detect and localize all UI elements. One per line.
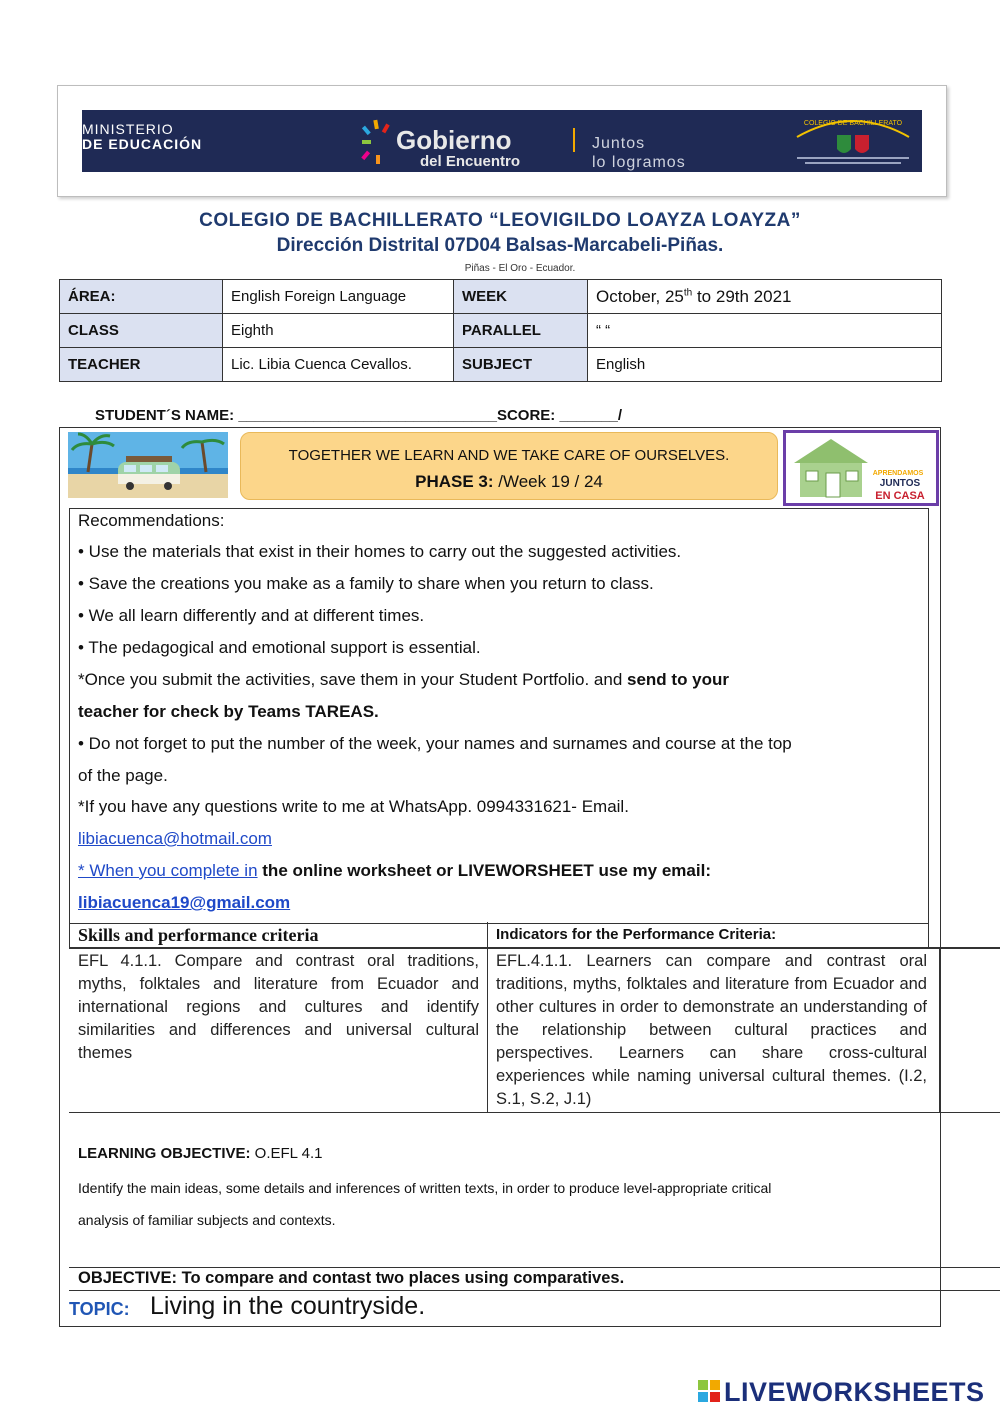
skills-text: EFL 4.1.1. Compare and contrast oral traditions, myths, folktales and literature from Ecuador and international regions and cultures and identify similarities and differences and universal cultural themes (78, 952, 479, 1062)
learning-objective-text: Identify the main ideas, some details and inferences of written texts, in order to produce level-appropriate critical (78, 1180, 772, 1196)
student-name-score-line: STUDENT´S NAME: _______________________________SCORE: _______/ (95, 407, 623, 424)
criteria-rule (69, 947, 1000, 949)
svg-text:EN CASA: EN CASA (875, 490, 925, 502)
criteria-divider (487, 922, 488, 1112)
indicators-text: EFL.4.1.1. Learners can compare and contrast oral traditions, myths, folktales and literature from Ecuador and other cultures in order to demonstrate an understanding of the relationship between cultural practices and perspectives. Learners can share cross-cultural experiences while naming universal cultural themes. (I.2, S.1, S.2, J.1) (496, 952, 927, 1108)
topic-label: TOPIC: (69, 1299, 130, 1319)
svg-text:COLEGIO DE BACHILLERATO: COLEGIO DE BACHILLERATO (803, 120, 903, 127)
aprendamos-juntos-logo (783, 430, 939, 506)
complete-in-link[interactable]: * When you complete in (78, 861, 258, 880)
week-value: October, 25th to 29th 2021 (588, 280, 942, 314)
recommendation-item: • We all learn differently and at different times. (78, 606, 425, 625)
submit-instruction-cont: teacher for check by Teams TAREAS. (78, 702, 379, 721)
area-label: ÁREA: (60, 280, 223, 314)
info-table (59, 279, 942, 382)
district-name: Dirección Distrital 07D04 Balsas-Marcabeli-Piñas. (276, 235, 724, 256)
info-row-class (60, 314, 942, 348)
info-row-area (60, 280, 942, 314)
recommendation-item: • Use the materials that exist in their homes to carry out the suggested activities. (78, 542, 682, 561)
reminder-line-cont: of the page. (78, 766, 168, 785)
logo-divider (573, 128, 575, 152)
class-label: CLASS (60, 314, 223, 348)
school-logo-image (785, 111, 921, 171)
teacher-label: TEACHER (60, 348, 223, 382)
gobierno-marks-icon (360, 118, 396, 166)
liveworksheets-logo-icon (697, 1377, 721, 1403)
criteria-bottom-rule (69, 1112, 1000, 1113)
gmail-email-link[interactable]: libiacuenca19@gmail.com (78, 893, 291, 912)
indicators-header: Indicators for the Performance Criteria: (496, 926, 777, 943)
criteria-right-border (939, 947, 940, 1113)
svg-text:JUNTOS: JUNTOS (879, 478, 921, 489)
week-label: WEEK (454, 280, 588, 314)
recommendation-item: • The pedagogical and emotional support is essential. (78, 638, 481, 657)
juntos-slogan: Juntos lo logramos (592, 135, 686, 171)
beach-van-image (68, 432, 228, 498)
house-icon (786, 433, 936, 503)
school-name: COLEGIO DE BACHILLERATO “LEOVIGILDO LOAYZA LOAYZA” (199, 210, 801, 231)
hotmail-email-link[interactable]: libiacuenca@hotmail.com (78, 829, 272, 848)
liveworksheets-brand: LIVEWORKSHEETS (724, 1377, 985, 1407)
questions-line: *If you have any questions write to me at WhatsApp. 0994331621- Email. (78, 797, 629, 816)
learning-objective-text-cont: analysis of familiar subjects and contexts. (78, 1212, 336, 1228)
reminder-line: • Do not forget to put the number of the week, your names and surnames and course at the top (78, 734, 792, 753)
gobierno-logo-text: Gobierno (396, 125, 512, 155)
recommendations-title: Recommendations: (78, 511, 225, 530)
parallel-label: PARALLEL (454, 314, 588, 348)
del-encuentro-text: del Encuentro (420, 153, 521, 170)
subject-label: SUBJECT (454, 348, 588, 382)
info-row-teacher (60, 348, 942, 382)
area-value: English Foreign Language (223, 280, 454, 314)
topic-value: Living in the countryside. (150, 1292, 426, 1320)
learning-objective-title: LEARNING OBJECTIVE: O.EFL 4.1 (78, 1145, 323, 1162)
subject-value: English (588, 348, 942, 382)
recommendation-item: • Save the creations you make as a family to share when you return to class. (78, 574, 654, 593)
location-text: Piñas - El Oro - Ecuador. (464, 263, 576, 274)
teacher-value: Lic. Libia Cuenca Cevallos. (223, 348, 454, 382)
objective-text: OBJECTIVE: To compare and contast two places using comparatives. (78, 1269, 625, 1287)
phase-banner (240, 432, 778, 500)
phase-banner-week: PHASE 3: /Week 19 / 24 (415, 472, 603, 491)
skills-header: Skills and performance criteria (78, 925, 319, 945)
phase-banner-title: TOGETHER WE LEARN AND WE TAKE CARE OF OURSELVES. (288, 447, 730, 464)
online-worksheet-line: * When you complete in the online worksheet or LIVEWORSHEET use my email: (78, 861, 711, 880)
parallel-value: “ “ (588, 314, 942, 348)
class-value: Eighth (223, 314, 454, 348)
submit-instruction: *Once you submit the activities, save them in your Student Portfolio. and send to your (78, 670, 730, 689)
svg-text:APRENDAMOS: APRENDAMOS (872, 470, 924, 477)
ministerio-logo-text: MINISTERIO DE EDUCACIÓN (82, 121, 203, 152)
